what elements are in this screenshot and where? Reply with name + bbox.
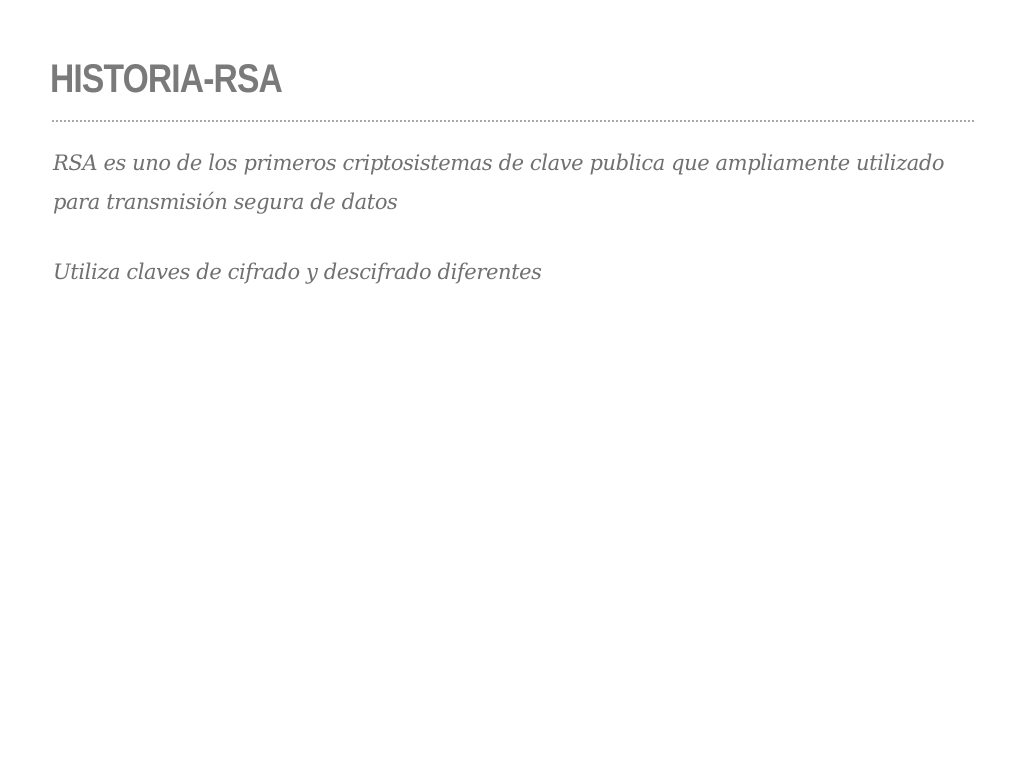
slide-title: HISTORIA-RSA bbox=[50, 57, 282, 101]
body-paragraph: RSA es uno de los primeros criptosistemas de clave publica que ampliamente utilizado para transmisión segura de datos bbox=[53, 151, 945, 214]
slide-body bbox=[50, 144, 953, 292]
body-paragraph: Utiliza claves de cifrado y descifrado diferentes bbox=[53, 260, 542, 284]
title-divider bbox=[52, 120, 974, 122]
